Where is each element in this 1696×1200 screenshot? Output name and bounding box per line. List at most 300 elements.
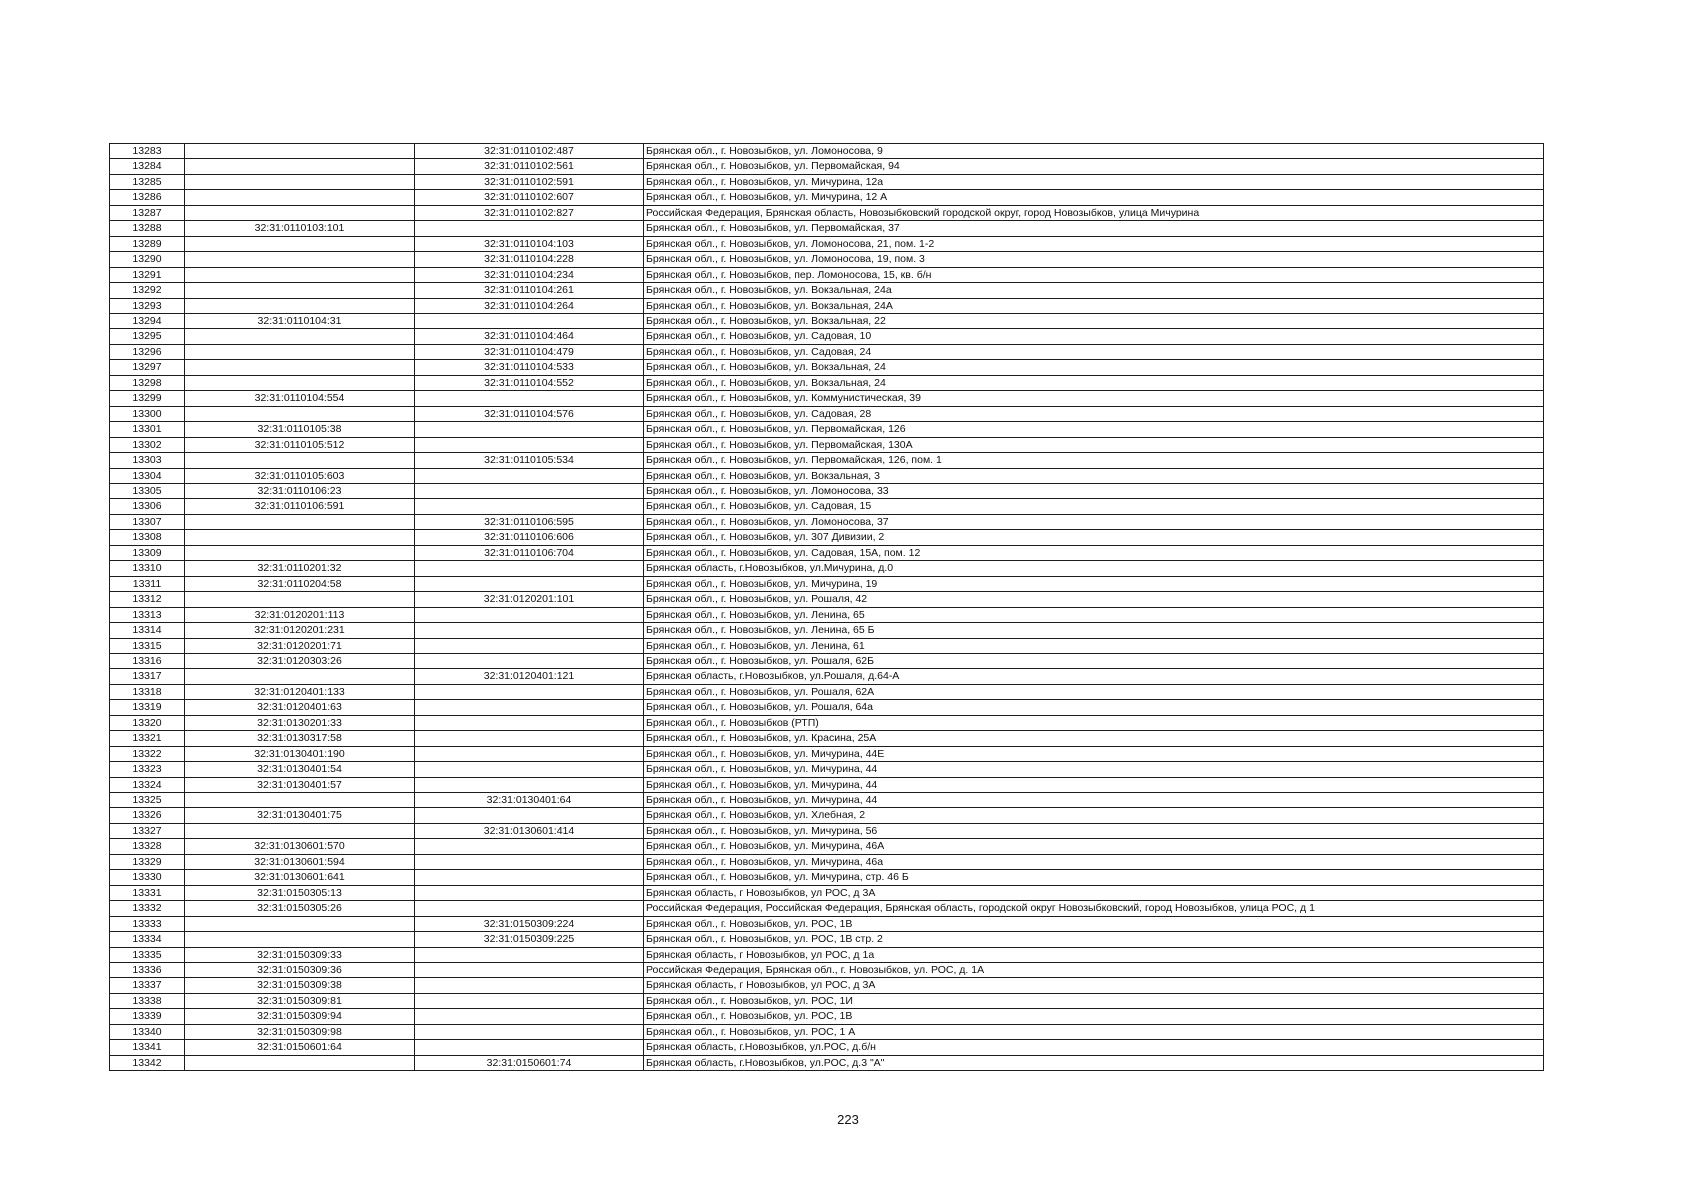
address-cell: Брянская обл., г. Новозыбков, ул. Мичурина, 44	[644, 762, 1544, 777]
cadastral-parcel-cell: 32:31:0130601:641	[185, 870, 415, 885]
cadastral-object-cell	[415, 885, 644, 900]
row-number-cell: 13325	[110, 793, 185, 808]
row-number-cell: 13283	[110, 144, 185, 159]
cadastral-parcel-cell	[185, 932, 415, 947]
row-number-cell: 13301	[110, 422, 185, 437]
address-cell: Брянская область, г Новозыбков, ул РОС, д 3А	[644, 885, 1544, 900]
table-row	[110, 453, 1544, 468]
address-cell: Брянская обл., г. Новозыбков, ул. РОС, 1И	[644, 993, 1544, 1008]
cadastral-parcel-cell: 32:31:0150309:36	[185, 963, 415, 978]
address-cell: Брянская область, г.Новозыбков, ул.Мичурина, д.0	[644, 561, 1544, 576]
row-number-cell: 13319	[110, 700, 185, 715]
row-number-cell: 13310	[110, 561, 185, 576]
row-number-cell: 13306	[110, 499, 185, 514]
cadastral-object-cell	[415, 422, 644, 437]
address-cell: Брянская обл., г. Новозыбков, ул. РОС, 1В	[644, 916, 1544, 931]
address-cell: Брянская обл., г. Новозыбков, ул. Рошаля, 62А	[644, 684, 1544, 699]
cadastral-parcel-cell: 32:31:0120401:63	[185, 700, 415, 715]
table-row	[110, 1009, 1544, 1024]
cadastral-object-cell	[415, 607, 644, 622]
cadastral-parcel-cell: 32:31:0130401:57	[185, 777, 415, 792]
cadastral-parcel-cell	[185, 283, 415, 298]
row-number-cell: 13304	[110, 468, 185, 483]
address-cell: Брянская обл., г. Новозыбков, ул. Первомайская, 130А	[644, 437, 1544, 452]
cadastral-parcel-cell: 32:31:0150309:81	[185, 993, 415, 1008]
cadastral-parcel-cell	[185, 592, 415, 607]
table-row	[110, 375, 1544, 390]
table-row	[110, 731, 1544, 746]
row-number-cell: 13329	[110, 854, 185, 869]
table-row	[110, 298, 1544, 313]
cadastral-object-cell	[415, 901, 644, 916]
cadastral-parcel-cell	[185, 159, 415, 174]
address-cell: Брянская обл., г. Новозыбков, ул. РОС, 1 А	[644, 1024, 1544, 1039]
address-cell: Брянская обл., г. Новозыбков, ул. Хлебная, 2	[644, 808, 1544, 823]
cadastral-parcel-cell: 32:31:0150309:94	[185, 1009, 415, 1024]
cadastral-parcel-cell: 32:31:0150309:38	[185, 978, 415, 993]
cadastral-object-cell	[415, 653, 644, 668]
table-row	[110, 808, 1544, 823]
row-number-cell: 13332	[110, 901, 185, 916]
row-number-cell: 13300	[110, 406, 185, 421]
table-row	[110, 422, 1544, 437]
cadastral-parcel-cell	[185, 514, 415, 529]
table-row	[110, 468, 1544, 483]
cadastral-object-cell	[415, 777, 644, 792]
row-number-cell: 13296	[110, 344, 185, 359]
cadastral-object-cell: 32:31:0110104:533	[415, 360, 644, 375]
cadastral-object-cell	[415, 731, 644, 746]
cadastral-object-cell	[415, 638, 644, 653]
row-number-cell: 13328	[110, 839, 185, 854]
cadastral-parcel-cell	[185, 298, 415, 313]
table-row	[110, 221, 1544, 236]
table-row	[110, 283, 1544, 298]
table-row	[110, 1055, 1544, 1070]
row-number-cell: 13335	[110, 947, 185, 962]
cadastral-parcel-cell: 32:31:0110106:591	[185, 499, 415, 514]
cadastral-object-cell: 32:31:0110104:576	[415, 406, 644, 421]
cadastral-object-cell: 32:31:0110104:552	[415, 375, 644, 390]
address-cell: Брянская область, г.Новозыбков, ул.РОС, д.б/н	[644, 1040, 1544, 1055]
address-cell: Брянская область, г Новозыбков, ул РОС, д 3А	[644, 978, 1544, 993]
cadastral-object-cell	[415, 576, 644, 591]
cadastral-object-cell	[415, 993, 644, 1008]
address-cell: Брянская обл., г. Новозыбков, ул. Садовая, 28	[644, 406, 1544, 421]
row-number-cell: 13333	[110, 916, 185, 931]
cadastral-object-cell	[415, 561, 644, 576]
table-row	[110, 329, 1544, 344]
table-row	[110, 499, 1544, 514]
table-row	[110, 978, 1544, 993]
cadastral-object-cell	[415, 839, 644, 854]
address-cell: Брянская обл., г. Новозыбков, ул. Мичурина, 46А	[644, 839, 1544, 854]
table-row	[110, 360, 1544, 375]
table-row	[110, 854, 1544, 869]
row-number-cell: 13299	[110, 391, 185, 406]
table-row	[110, 823, 1544, 838]
address-cell: Брянская обл., г. Новозыбков, ул. Красина, 25А	[644, 731, 1544, 746]
address-cell: Брянская обл., г. Новозыбков, ул. Мичурина, стр. 46 Б	[644, 870, 1544, 885]
address-cell: Брянская обл., г. Новозыбков, ул. Ленина, 65	[644, 607, 1544, 622]
cadastral-object-cell: 32:31:0110104:264	[415, 298, 644, 313]
row-number-cell: 13339	[110, 1009, 185, 1024]
row-number-cell: 13292	[110, 283, 185, 298]
address-cell: Брянская обл., г. Новозыбков, ул. Ломоносова, 33	[644, 483, 1544, 498]
cadastral-object-cell	[415, 870, 644, 885]
address-cell: Российская Федерация, Российская Федерация, Брянская область, городской округ Новозыбковский, город Новозыбков, улица РОС, д 1	[644, 901, 1544, 916]
cadastral-object-cell	[415, 684, 644, 699]
address-cell: Брянская обл., г. Новозыбков, ул. Вокзальная, 22	[644, 313, 1544, 328]
cadastral-parcel-cell	[185, 916, 415, 931]
row-number-cell: 13314	[110, 623, 185, 638]
cadastral-object-cell	[415, 499, 644, 514]
table-row	[110, 700, 1544, 715]
cadastral-object-cell: 32:31:0110106:606	[415, 530, 644, 545]
row-number-cell: 13324	[110, 777, 185, 792]
row-number-cell: 13285	[110, 174, 185, 189]
table-row	[110, 205, 1544, 220]
address-cell: Брянская обл., г. Новозыбков, ул. Вокзальная, 24	[644, 375, 1544, 390]
address-cell: Брянская обл., г. Новозыбков, ул. Первомайская, 126, пом. 1	[644, 453, 1544, 468]
cadastral-parcel-cell: 32:31:0150309:33	[185, 947, 415, 962]
cadastral-parcel-cell	[185, 360, 415, 375]
address-cell: Российская Федерация, Брянская обл., г. Новозыбков, ул. РОС, д. 1А	[644, 963, 1544, 978]
row-number-cell: 13293	[110, 298, 185, 313]
cadastral-parcel-cell	[185, 375, 415, 390]
row-number-cell: 13307	[110, 514, 185, 529]
table-row	[110, 1040, 1544, 1055]
address-cell: Брянская обл., г. Новозыбков, ул. Коммунистическая, 39	[644, 391, 1544, 406]
address-cell: Российская Федерация, Брянская область, Новозыбковский городской округ, город Новозыбков, улица Мичурина	[644, 205, 1544, 220]
row-number-cell: 13312	[110, 592, 185, 607]
address-cell: Брянская обл., г. Новозыбков (РТП)	[644, 715, 1544, 730]
row-number-cell: 13338	[110, 993, 185, 1008]
table-row	[110, 159, 1544, 174]
table-row	[110, 870, 1544, 885]
address-cell: Брянская обл., г. Новозыбков, ул. Рошаля, 42	[644, 592, 1544, 607]
cadastral-parcel-cell: 32:31:0150309:98	[185, 1024, 415, 1039]
table-row	[110, 592, 1544, 607]
table-row	[110, 638, 1544, 653]
cadastral-parcel-cell: 32:31:0110106:23	[185, 483, 415, 498]
cadastral-parcel-cell: 32:31:0110204:58	[185, 576, 415, 591]
address-cell: Брянская обл., г. Новозыбков, ул. Садовая, 10	[644, 329, 1544, 344]
table-row	[110, 684, 1544, 699]
cadastral-parcel-cell: 32:31:0130601:594	[185, 854, 415, 869]
cadastral-object-cell: 32:31:0150309:225	[415, 932, 644, 947]
cadastral-parcel-cell: 32:31:0110103:101	[185, 221, 415, 236]
cadastral-object-cell	[415, 715, 644, 730]
cadastral-object-cell	[415, 221, 644, 236]
cadastral-object-cell: 32:31:0110105:534	[415, 453, 644, 468]
cadastral-parcel-cell	[185, 252, 415, 267]
cadastral-parcel-cell	[185, 669, 415, 684]
table-row	[110, 144, 1544, 159]
cadastral-object-cell: 32:31:0110102:827	[415, 205, 644, 220]
cadastral-object-cell	[415, 700, 644, 715]
address-cell: Брянская обл., г. Новозыбков, ул. Рошаля, 64а	[644, 700, 1544, 715]
table-row	[110, 839, 1544, 854]
cadastral-object-cell	[415, 437, 644, 452]
cadastral-parcel-cell	[185, 406, 415, 421]
cadastral-parcel-cell	[185, 190, 415, 205]
row-number-cell: 13294	[110, 313, 185, 328]
cadastral-parcel-cell	[185, 793, 415, 808]
address-cell: Брянская обл., г. Новозыбков, ул. Вокзальная, 24А	[644, 298, 1544, 313]
row-number-cell: 13303	[110, 453, 185, 468]
cadastral-object-cell: 32:31:0120401:121	[415, 669, 644, 684]
table-row	[110, 715, 1544, 730]
table-row	[110, 1024, 1544, 1039]
address-cell: Брянская область, г.Новозыбков, ул.Рошаля, д.64-А	[644, 669, 1544, 684]
cadastral-object-cell: 32:31:0120201:101	[415, 592, 644, 607]
address-cell: Брянская обл., г. Новозыбков, ул. Рошаля, 62Б	[644, 653, 1544, 668]
row-number-cell: 13318	[110, 684, 185, 699]
address-cell: Брянская обл., г. Новозыбков, ул. Вокзальная, 24а	[644, 283, 1544, 298]
address-cell: Брянская обл., г. Новозыбков, ул. Ленина, 65 Б	[644, 623, 1544, 638]
table-row	[110, 514, 1544, 529]
cadastral-parcel-cell: 32:31:0130201:33	[185, 715, 415, 730]
row-number-cell: 13331	[110, 885, 185, 900]
cadastral-object-cell	[415, 808, 644, 823]
cadastral-parcel-cell	[185, 823, 415, 838]
row-number-cell: 13342	[110, 1055, 185, 1070]
cadastral-parcel-cell: 32:31:0120303:26	[185, 653, 415, 668]
address-cell: Брянская обл., г. Новозыбков, ул. 307 Дивизии, 2	[644, 530, 1544, 545]
table-row	[110, 190, 1544, 205]
registry-table	[109, 143, 1544, 1071]
row-number-cell: 13297	[110, 360, 185, 375]
table-row	[110, 607, 1544, 622]
row-number-cell: 13336	[110, 963, 185, 978]
cadastral-parcel-cell	[185, 174, 415, 189]
table-row	[110, 391, 1544, 406]
cadastral-parcel-cell: 32:31:0130401:54	[185, 762, 415, 777]
row-number-cell: 13334	[110, 932, 185, 947]
address-cell: Брянская обл., г. Новозыбков, ул. РОС, 1В	[644, 1009, 1544, 1024]
table-row	[110, 901, 1544, 916]
table-row	[110, 762, 1544, 777]
cadastral-object-cell	[415, 1040, 644, 1055]
cadastral-object-cell: 32:31:0110106:595	[415, 514, 644, 529]
cadastral-parcel-cell: 32:31:0110105:603	[185, 468, 415, 483]
table-row	[110, 885, 1544, 900]
cadastral-object-cell: 32:31:0150309:224	[415, 916, 644, 931]
address-cell: Брянская обл., г. Новозыбков, ул. Ломоносова, 9	[644, 144, 1544, 159]
cadastral-parcel-cell: 32:31:0110104:31	[185, 313, 415, 328]
table-row	[110, 483, 1544, 498]
table-row	[110, 313, 1544, 328]
row-number-cell: 13305	[110, 483, 185, 498]
row-number-cell: 13321	[110, 731, 185, 746]
address-cell: Брянская обл., г. Новозыбков, ул. Первомайская, 37	[644, 221, 1544, 236]
row-number-cell: 13322	[110, 746, 185, 761]
table-row	[110, 793, 1544, 808]
cadastral-object-cell: 32:31:0110106:704	[415, 545, 644, 560]
address-cell: Брянская обл., г. Новозыбков, ул. Садовая, 15	[644, 499, 1544, 514]
address-cell: Брянская обл., г. Новозыбков, ул. Вокзальная, 3	[644, 468, 1544, 483]
address-cell: Брянская обл., г. Новозыбков, ул. Ломоносова, 37	[644, 514, 1544, 529]
table-row	[110, 236, 1544, 251]
table-row	[110, 777, 1544, 792]
address-cell: Брянская обл., г. Новозыбков, ул. Мичурина, 44Е	[644, 746, 1544, 761]
address-cell: Брянская обл., г. Новозыбков, ул. Ленина, 61	[644, 638, 1544, 653]
cadastral-parcel-cell: 32:31:0120401:133	[185, 684, 415, 699]
cadastral-object-cell: 32:31:0110104:234	[415, 267, 644, 282]
page-number: 223	[837, 1112, 859, 1127]
row-number-cell: 13289	[110, 236, 185, 251]
address-cell: Брянская обл., г. Новозыбков, ул. Мичурина, 44	[644, 777, 1544, 792]
cadastral-parcel-cell	[185, 236, 415, 251]
row-number-cell: 13295	[110, 329, 185, 344]
table-row	[110, 993, 1544, 1008]
table-row	[110, 530, 1544, 545]
row-number-cell: 13311	[110, 576, 185, 591]
address-cell: Брянская обл., г. Новозыбков, ул. Мичурина, 12а	[644, 174, 1544, 189]
cadastral-parcel-cell: 32:31:0120201:71	[185, 638, 415, 653]
row-number-cell: 13340	[110, 1024, 185, 1039]
cadastral-parcel-cell: 32:31:0150601:64	[185, 1040, 415, 1055]
cadastral-parcel-cell	[185, 545, 415, 560]
address-cell: Брянская область, г.Новозыбков, ул.РОС, д.3 "А"	[644, 1055, 1544, 1070]
cadastral-object-cell	[415, 623, 644, 638]
cadastral-parcel-cell	[185, 144, 415, 159]
cadastral-parcel-cell	[185, 1055, 415, 1070]
cadastral-object-cell	[415, 313, 644, 328]
cadastral-object-cell	[415, 978, 644, 993]
cadastral-object-cell: 32:31:0110102:561	[415, 159, 644, 174]
row-number-cell: 13320	[110, 715, 185, 730]
cadastral-object-cell	[415, 1009, 644, 1024]
cadastral-parcel-cell: 32:31:0110105:38	[185, 422, 415, 437]
cadastral-object-cell	[415, 1024, 644, 1039]
cadastral-object-cell: 32:31:0110104:261	[415, 283, 644, 298]
address-cell: Брянская обл., г. Новозыбков, пер. Ломоносова, 15, кв. б/н	[644, 267, 1544, 282]
cadastral-parcel-cell: 32:31:0130601:570	[185, 839, 415, 854]
row-number-cell: 13291	[110, 267, 185, 282]
cadastral-parcel-cell	[185, 329, 415, 344]
cadastral-object-cell	[415, 746, 644, 761]
address-cell: Брянская обл., г. Новозыбков, ул. Первомайская, 126	[644, 422, 1544, 437]
row-number-cell: 13290	[110, 252, 185, 267]
row-number-cell: 13315	[110, 638, 185, 653]
cadastral-parcel-cell: 32:31:0110105:512	[185, 437, 415, 452]
table-row	[110, 561, 1544, 576]
table-row	[110, 252, 1544, 267]
cadastral-object-cell: 32:31:0130601:414	[415, 823, 644, 838]
cadastral-parcel-cell: 32:31:0130317:58	[185, 731, 415, 746]
row-number-cell: 13316	[110, 653, 185, 668]
row-number-cell: 13323	[110, 762, 185, 777]
address-cell: Брянская обл., г. Новозыбков, ул. Вокзальная, 24	[644, 360, 1544, 375]
address-cell: Брянская обл., г. Новозыбков, ул. Мичурина, 12 А	[644, 190, 1544, 205]
address-cell: Брянская обл., г. Новозыбков, ул. Ломоносова, 21, пом. 1-2	[644, 236, 1544, 251]
cadastral-object-cell: 32:31:0110104:464	[415, 329, 644, 344]
row-number-cell: 13309	[110, 545, 185, 560]
cadastral-parcel-cell	[185, 205, 415, 220]
cadastral-parcel-cell: 32:31:0120201:231	[185, 623, 415, 638]
table-row	[110, 916, 1544, 931]
row-number-cell: 13313	[110, 607, 185, 622]
table-row	[110, 947, 1544, 962]
table-row	[110, 623, 1544, 638]
cadastral-parcel-cell	[185, 267, 415, 282]
table-row	[110, 174, 1544, 189]
address-cell: Брянская обл., г. Новозыбков, ул. Садовая, 15А, пом. 12	[644, 545, 1544, 560]
table-row	[110, 344, 1544, 359]
cadastral-object-cell	[415, 483, 644, 498]
cadastral-parcel-cell: 32:31:0150305:13	[185, 885, 415, 900]
cadastral-parcel-cell	[185, 344, 415, 359]
cadastral-object-cell: 32:31:0110104:479	[415, 344, 644, 359]
address-cell: Брянская обл., г. Новозыбков, ул. РОС, 1В стр. 2	[644, 932, 1544, 947]
table-row	[110, 932, 1544, 947]
table-row	[110, 406, 1544, 421]
cadastral-object-cell: 32:31:0150601:74	[415, 1055, 644, 1070]
address-cell: Брянская обл., г. Новозыбков, ул. Мичурина, 19	[644, 576, 1544, 591]
table-row	[110, 963, 1544, 978]
cadastral-parcel-cell: 32:31:0110104:554	[185, 391, 415, 406]
row-number-cell: 13288	[110, 221, 185, 236]
address-cell: Брянская обл., г. Новозыбков, ул. Садовая, 24	[644, 344, 1544, 359]
address-cell: Брянская обл., г. Новозыбков, ул. Ломоносова, 19, пом. 3	[644, 252, 1544, 267]
row-number-cell: 13308	[110, 530, 185, 545]
cadastral-object-cell: 32:31:0110102:591	[415, 174, 644, 189]
table-row	[110, 653, 1544, 668]
cadastral-object-cell: 32:31:0110104:103	[415, 236, 644, 251]
cadastral-object-cell: 32:31:0130401:64	[415, 793, 644, 808]
cadastral-parcel-cell: 32:31:0110201:32	[185, 561, 415, 576]
table-row	[110, 437, 1544, 452]
cadastral-object-cell: 32:31:0110102:607	[415, 190, 644, 205]
cadastral-object-cell	[415, 391, 644, 406]
registry-table-body	[110, 144, 1544, 1071]
cadastral-object-cell: 32:31:0110104:228	[415, 252, 644, 267]
address-cell: Брянская обл., г. Новозыбков, ул. Первомайская, 94	[644, 159, 1544, 174]
table-row	[110, 576, 1544, 591]
table-row	[110, 267, 1544, 282]
cadastral-object-cell	[415, 963, 644, 978]
row-number-cell: 13317	[110, 669, 185, 684]
table-row	[110, 669, 1544, 684]
row-number-cell: 13284	[110, 159, 185, 174]
cadastral-object-cell: 32:31:0110102:487	[415, 144, 644, 159]
row-number-cell: 13302	[110, 437, 185, 452]
cadastral-object-cell	[415, 468, 644, 483]
table-row	[110, 746, 1544, 761]
row-number-cell: 13298	[110, 375, 185, 390]
address-cell: Брянская обл., г. Новозыбков, ул. Мичурина, 44	[644, 793, 1544, 808]
row-number-cell: 13286	[110, 190, 185, 205]
cadastral-object-cell	[415, 854, 644, 869]
row-number-cell: 13337	[110, 978, 185, 993]
cadastral-object-cell	[415, 762, 644, 777]
cadastral-parcel-cell: 32:31:0150305:26	[185, 901, 415, 916]
address-cell: Брянская область, г Новозыбков, ул РОС, д 1а	[644, 947, 1544, 962]
row-number-cell: 13326	[110, 808, 185, 823]
cadastral-parcel-cell: 32:31:0130401:75	[185, 808, 415, 823]
cadastral-object-cell	[415, 947, 644, 962]
row-number-cell: 13330	[110, 870, 185, 885]
cadastral-parcel-cell	[185, 530, 415, 545]
cadastral-parcel-cell	[185, 453, 415, 468]
row-number-cell: 13341	[110, 1040, 185, 1055]
cadastral-parcel-cell: 32:31:0130401:190	[185, 746, 415, 761]
table-row	[110, 545, 1544, 560]
address-cell: Брянская обл., г. Новозыбков, ул. Мичурина, 56	[644, 823, 1544, 838]
row-number-cell: 13327	[110, 823, 185, 838]
